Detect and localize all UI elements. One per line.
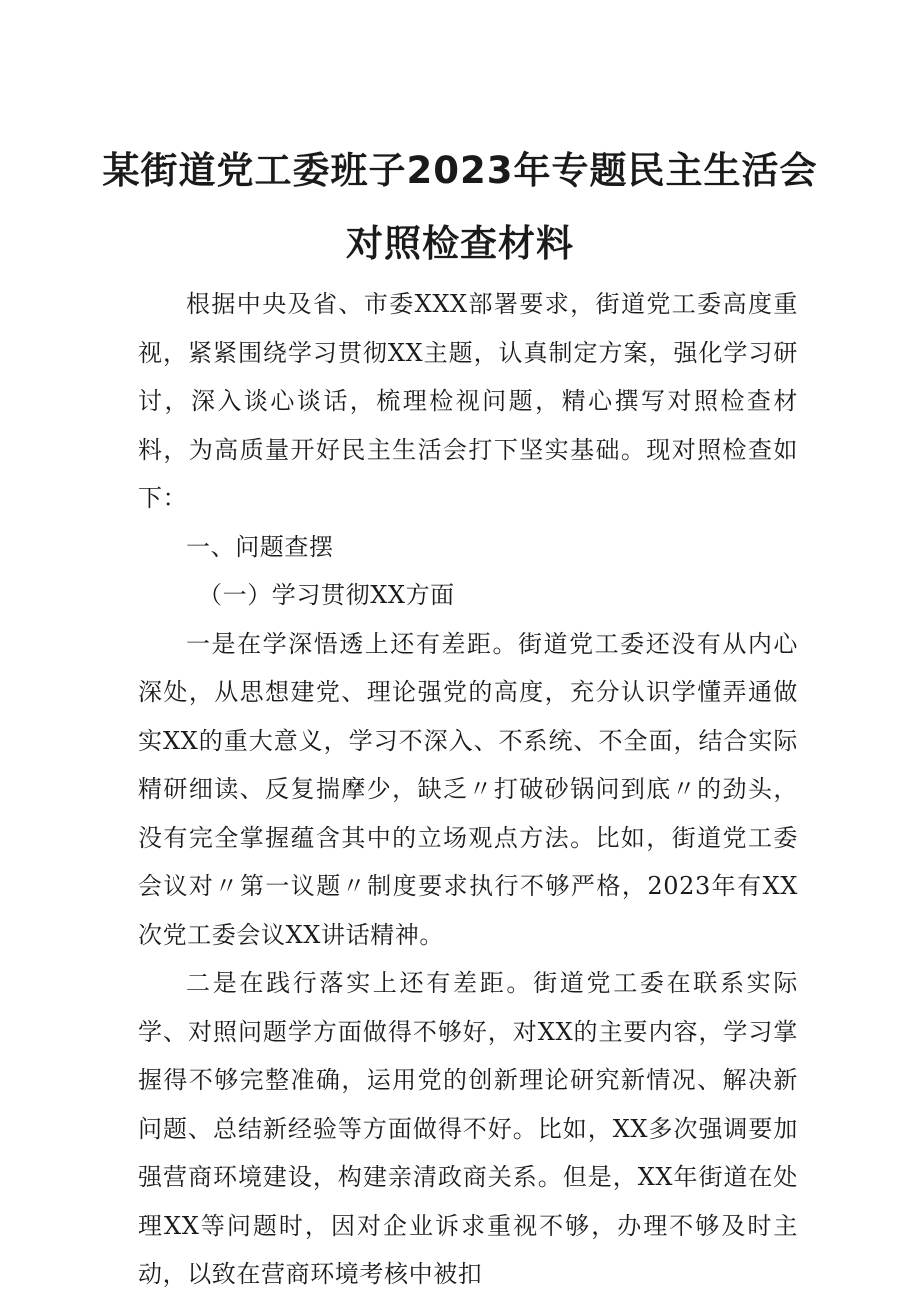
document-body [138,280,798,1299]
paragraph-first-point: 一是在学深悟透上还有差距。街道党工委还没有从内心深处，从思想建党、理论强党的高度，充分认识学懂弄通做实XX的重大意义，学习不深入、不系统、不全面，结合实际精研细读、反复揣摩少，缺乏〃打破砂锅问到底〃的劲头，没有完全掌握蕴含其中的立场观点方法。比如，街道党工委会议对〃第一议题〃制度要求执行不够严格，2023年有XX次党工委会议XX讲话精神。 [138,629,798,949]
subsection-heading-study: （一）学习贯彻XX方面 [198,581,455,609]
document-title-line-2: 对照检查材料 [346,222,574,265]
intro-paragraph: 根据中央及省、市委XXX部署要求，街道党工委高度重视，紧紧围绕学习贯彻XX主题，认真制定方案，强化学习研讨，深入谈心谈话，梳理检视问题，精心撰写对照检查材料，为高质量开好民主生活会打下坚实基础。现对照检查如下： [138,290,798,512]
paragraph-second-point: 二是在践行落实上还有差距。街道党工委在联系实际学、对照问题学方面做得不够好，对XX的主要内容，学习掌握得不够完整准确，运用党的创新理论研究新情况、解决新问题、总结新经验等方面做得不好。比如，XX多次强调要加强营商环境建设，构建亲清政商关系。但是，XX年街道在处理XX等问题时，因对企业诉求重视不够，办理不够及时主动，以致在营商环境考核中被扣 [138,969,798,1288]
document-title-line-1: 某街道党工委班子2023年专题民主生活会 [102,149,818,192]
section-heading-problems: 一、问题查摆 [186,532,334,561]
